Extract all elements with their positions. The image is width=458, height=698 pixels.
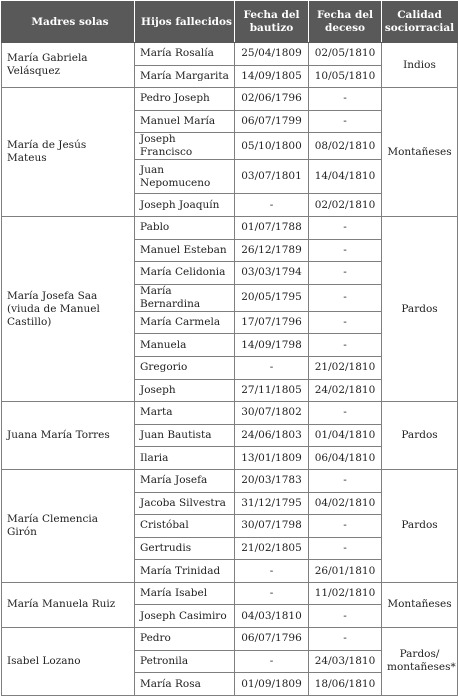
death-date-cell: - (309, 239, 382, 262)
death-date-cell: - (309, 605, 382, 628)
child-name-cell: María Rosalía (135, 43, 235, 66)
baptism-date-cell: 03/07/1801 (235, 160, 309, 194)
baptism-date-cell: 05/10/1800 (235, 133, 309, 160)
baptism-date-cell: 17/07/1796 (235, 311, 309, 334)
death-date-cell: - (309, 311, 382, 334)
baptism-date-cell: 04/03/1810 (235, 605, 309, 628)
baptism-date-cell: 01/09/1809 (235, 673, 309, 696)
death-date-cell: 11/02/1810 (309, 582, 382, 605)
child-name-cell: Juan Nepomuceno (135, 160, 235, 194)
header-baptism-line1: Fecha del (243, 9, 300, 21)
baptism-date-cell: 30/07/1798 (235, 515, 309, 538)
death-date-cell: 18/06/1810 (309, 673, 382, 696)
baptism-date-cell: - (235, 560, 309, 583)
baptism-date-cell: 06/07/1796 (235, 628, 309, 651)
header-children: Hijos fallecidos (135, 2, 235, 43)
baptism-date-cell: 30/07/1802 (235, 402, 309, 425)
child-name-cell: Jacoba Silvestra (135, 492, 235, 515)
death-date-cell: - (309, 88, 382, 111)
mothers-children-table (1, 1, 458, 696)
death-date-cell: 02/05/1810 (309, 43, 382, 66)
baptism-date-cell: - (235, 194, 309, 217)
death-date-cell: 08/02/1810 (309, 133, 382, 160)
table-row (2, 216, 458, 239)
child-name-cell: María Bernardina (135, 284, 235, 311)
child-name-cell: Pedro Joseph (135, 88, 235, 111)
baptism-date-cell: 25/04/1809 (235, 43, 309, 66)
table-row (2, 469, 458, 492)
mother-name-cell: Isabel Lozano (2, 628, 135, 696)
child-name-cell: María Rosa (135, 673, 235, 696)
mother-name-cell: María de Jesús Mateus (2, 88, 135, 217)
child-name-cell: Gertrudis (135, 537, 235, 560)
death-date-cell: 04/02/1810 (309, 492, 382, 515)
child-name-cell: Marta (135, 402, 235, 425)
table-row (2, 402, 458, 425)
baptism-date-cell: 24/06/1803 (235, 424, 309, 447)
child-name-cell: María Celidonia (135, 262, 235, 285)
header-mothers: Madres solas (2, 2, 135, 43)
death-date-cell: - (309, 537, 382, 560)
death-date-cell: - (309, 110, 382, 133)
table-container (1, 1, 458, 696)
mother-name-cell: María Clemencia Girón (2, 469, 135, 582)
death-date-cell: - (309, 628, 382, 651)
table-row (2, 88, 458, 111)
sociorracial-quality-cell: Pardos (382, 216, 458, 401)
child-name-cell: María Josefa (135, 469, 235, 492)
child-name-cell: Manuela (135, 334, 235, 357)
death-date-cell: 01/04/1810 (309, 424, 382, 447)
death-date-cell: 14/04/1810 (309, 160, 382, 194)
child-name-cell: Juan Bautista (135, 424, 235, 447)
baptism-date-cell: 20/05/1795 (235, 284, 309, 311)
sociorracial-quality-cell: Pardos/ montañeses* (382, 628, 458, 696)
death-date-cell: 02/02/1810 (309, 194, 382, 217)
sociorracial-quality-cell: Indios (382, 43, 458, 88)
sociorracial-quality-cell: Pardos (382, 469, 458, 582)
header-quality-line1: Calidad (397, 9, 442, 21)
header-death-line2: deceso (324, 22, 365, 34)
death-date-cell: - (309, 334, 382, 357)
baptism-date-cell: 20/03/1783 (235, 469, 309, 492)
death-date-cell: 24/03/1810 (309, 650, 382, 673)
baptism-date-cell: 13/01/1809 (235, 447, 309, 470)
header-death (309, 2, 382, 43)
child-name-cell: María Trinidad (135, 560, 235, 583)
baptism-date-cell: - (235, 356, 309, 379)
mother-name-cell: María Manuela Ruiz (2, 582, 135, 627)
header-quality-line2: sociorracial (384, 22, 455, 34)
death-date-cell: - (309, 216, 382, 239)
table-row (2, 582, 458, 605)
baptism-date-cell: - (235, 650, 309, 673)
baptism-date-cell: 06/07/1799 (235, 110, 309, 133)
child-name-cell: Joseph Francisco (135, 133, 235, 160)
table-body (2, 43, 458, 696)
header-baptism-line2: bautizo (249, 22, 294, 34)
header-baptism (235, 2, 309, 43)
death-date-cell: - (309, 469, 382, 492)
death-date-cell: 21/02/1810 (309, 356, 382, 379)
mother-name-cell: María Gabriela Velásquez (2, 43, 135, 88)
baptism-date-cell: 14/09/1805 (235, 65, 309, 88)
child-name-cell: Pablo (135, 216, 235, 239)
child-name-cell: Joseph Joaquín (135, 194, 235, 217)
child-name-cell: María Carmela (135, 311, 235, 334)
death-date-cell: - (309, 262, 382, 285)
child-name-cell: Gregorio (135, 356, 235, 379)
header-death-line1: Fecha del (316, 9, 374, 21)
death-date-cell: - (309, 284, 382, 311)
death-date-cell: 10/05/1810 (309, 65, 382, 88)
baptism-date-cell: 14/09/1798 (235, 334, 309, 357)
child-name-cell: María Isabel (135, 582, 235, 605)
mother-name-cell: Juana María Torres (2, 402, 135, 470)
death-date-cell: 06/04/1810 (309, 447, 382, 470)
header-row (2, 2, 458, 43)
child-name-cell: Manuel María (135, 110, 235, 133)
child-name-cell: María Margarita (135, 65, 235, 88)
death-date-cell: - (309, 515, 382, 538)
child-name-cell: Joseph (135, 379, 235, 402)
header-quality (382, 2, 458, 43)
child-name-cell: Ilaria (135, 447, 235, 470)
baptism-date-cell: 27/11/1805 (235, 379, 309, 402)
baptism-date-cell: 31/12/1795 (235, 492, 309, 515)
baptism-date-cell: 26/12/1789 (235, 239, 309, 262)
sociorracial-quality-cell: Montañeses (382, 582, 458, 627)
death-date-cell: - (309, 402, 382, 425)
child-name-cell: Joseph Casimiro (135, 605, 235, 628)
child-name-cell: Manuel Esteban (135, 239, 235, 262)
baptism-date-cell: - (235, 582, 309, 605)
child-name-cell: Petronila (135, 650, 235, 673)
baptism-date-cell: 03/03/1794 (235, 262, 309, 285)
sociorracial-quality-cell: Montañeses (382, 88, 458, 217)
baptism-date-cell: 02/06/1796 (235, 88, 309, 111)
child-name-cell: Pedro (135, 628, 235, 651)
child-name-cell: Cristóbal (135, 515, 235, 538)
death-date-cell: 26/01/1810 (309, 560, 382, 583)
table-row (2, 628, 458, 651)
sociorracial-quality-cell: Pardos (382, 402, 458, 470)
baptism-date-cell: 21/02/1805 (235, 537, 309, 560)
death-date-cell: 24/02/1810 (309, 379, 382, 402)
mother-name-cell: María Josefa Saa (viuda de Manuel Castillo) (2, 216, 135, 401)
baptism-date-cell: 01/07/1788 (235, 216, 309, 239)
table-row (2, 43, 458, 66)
